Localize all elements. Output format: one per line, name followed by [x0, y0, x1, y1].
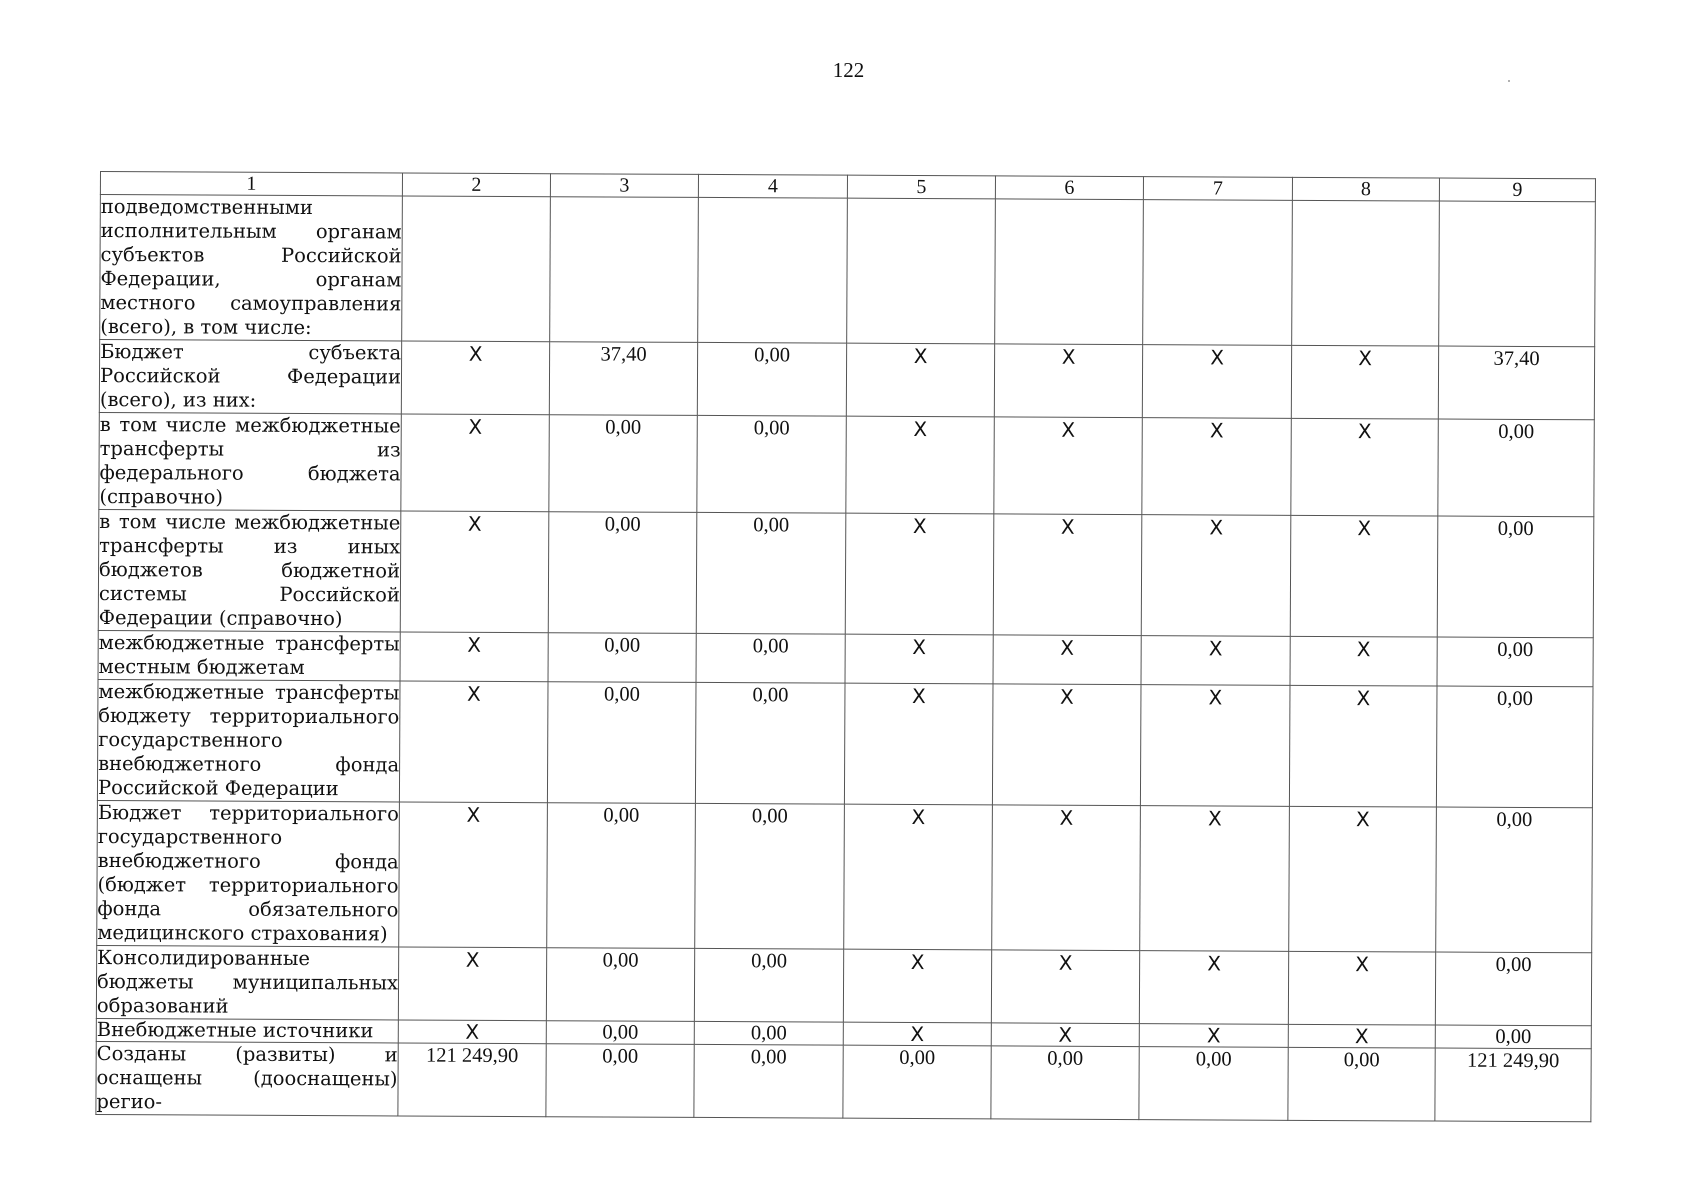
cell-col-7: X [1141, 636, 1290, 686]
cell-col-6: 0,00 [991, 1046, 1139, 1120]
cell-col-9: 0,00 [1435, 952, 1591, 1026]
column-header-4: 4 [698, 174, 847, 198]
row-label: Созданы (развиты) и оснащены (дооснащены) регио- [96, 1041, 398, 1115]
scan-speck [1508, 80, 1510, 82]
table-row [99, 412, 1594, 516]
cell-col-5: X [843, 949, 991, 1023]
cell-col-6: X [991, 1023, 1139, 1047]
cell-col-4 [698, 197, 848, 343]
cell-col-4: 0,00 [694, 1021, 843, 1045]
cell-col-4: 0,00 [697, 342, 846, 416]
row-label: Внебюджетные источники [96, 1018, 398, 1042]
cell-col-6: X [993, 514, 1142, 636]
cell-col-5: 0,00 [843, 1045, 991, 1119]
cell-col-5 [847, 198, 996, 344]
table-row [98, 630, 1593, 686]
cell-col-4: 0,00 [695, 803, 845, 949]
column-header-7: 7 [1143, 177, 1292, 201]
cell-col-6: X [994, 417, 1142, 515]
cell-col-3: 0,00 [549, 415, 697, 513]
table-row [97, 679, 1593, 807]
cell-col-7: X [1142, 418, 1291, 516]
cell-col-5: X [844, 683, 993, 805]
cell-col-5: X [846, 416, 994, 514]
cell-col-4: 0,00 [696, 512, 846, 634]
row-label: в том числе межбюджетные трансферты из федерального бюджета (справочно) [99, 412, 401, 510]
cell-col-3: 0,00 [546, 1021, 694, 1045]
column-header-2: 2 [402, 173, 550, 197]
cell-col-3: 0,00 [548, 633, 696, 683]
cell-col-2: X [399, 802, 548, 948]
cell-col-8 [1292, 200, 1440, 346]
row-label: Бюджет территориального государственного внебюджетного фонда (бюджет территориального фонда обязательного медицинского страхования) [97, 800, 399, 946]
page-number: 122 [832, 58, 865, 82]
row-label: Бюджет субъекта Российской Федерации (всего), из них: [99, 340, 401, 414]
cell-col-5: X [844, 804, 993, 950]
cell-col-7 [1143, 200, 1293, 346]
table-row [97, 800, 1593, 952]
cell-col-7: X [1139, 951, 1288, 1025]
cell-col-4: 0,00 [694, 1044, 843, 1118]
cell-col-2 [402, 196, 551, 342]
column-header-1: 1 [100, 172, 402, 196]
cell-col-7: X [1142, 345, 1291, 419]
cell-col-2: X [401, 341, 549, 415]
cell-col-6: X [992, 684, 1141, 806]
cell-col-3 [550, 197, 699, 343]
column-header-8: 8 [1292, 177, 1439, 201]
cell-col-3: 0,00 [546, 1044, 694, 1118]
cell-col-6: X [994, 344, 1142, 418]
cell-col-7: X [1141, 515, 1291, 637]
cell-col-8: 0,00 [1288, 1047, 1435, 1121]
row-label: подведомственными исполнительным органам субъектов Российской Федерации, органам местного самоуправления (всего), в том числе: [100, 195, 402, 340]
cell-col-4: 0,00 [694, 948, 843, 1022]
cell-col-9 [1439, 201, 1596, 347]
cell-col-5: X [845, 634, 993, 684]
cell-col-2: X [401, 414, 549, 512]
cell-col-7: X [1139, 1024, 1288, 1048]
cell-col-6: X [991, 950, 1139, 1024]
cell-col-2: 121 249,90 [398, 1043, 546, 1117]
cell-col-3: 37,40 [549, 342, 697, 416]
cell-col-9: 0,00 [1437, 637, 1593, 687]
cell-col-5: X [843, 1022, 991, 1046]
cell-col-9: 0,00 [1436, 807, 1593, 953]
cell-col-9: 0,00 [1435, 1025, 1591, 1049]
cell-col-3: 0,00 [547, 682, 696, 804]
cell-col-3: 0,00 [548, 512, 697, 634]
cell-col-6 [995, 199, 1144, 345]
cell-col-9: 0,00 [1438, 419, 1594, 517]
table-row [96, 1041, 1591, 1121]
cell-col-6: X [992, 805, 1141, 951]
cell-col-9: 0,00 [1436, 686, 1593, 808]
cell-col-2: X [398, 947, 546, 1021]
cell-col-4: 0,00 [697, 415, 846, 513]
cell-col-2: X [399, 681, 548, 803]
row-label: межбюджетные трансферты местным бюджетам [98, 630, 400, 680]
cell-col-3: 0,00 [547, 803, 696, 949]
table-row [100, 195, 1596, 347]
cell-col-8: X [1291, 345, 1438, 419]
cell-col-4: 0,00 [695, 682, 845, 804]
cell-col-8: X [1288, 1024, 1435, 1048]
column-header-3: 3 [550, 174, 698, 198]
column-header-5: 5 [847, 175, 995, 199]
cell-col-8: X [1289, 685, 1437, 807]
cell-col-4: 0,00 [696, 633, 845, 683]
cell-col-7: 0,00 [1139, 1047, 1288, 1121]
cell-col-8: X [1290, 636, 1437, 686]
table-row [98, 509, 1594, 637]
cell-col-5: X [846, 343, 994, 417]
cell-col-8: X [1291, 418, 1438, 516]
cell-col-8: X [1290, 515, 1438, 637]
cell-col-8: X [1288, 951, 1435, 1025]
cell-col-2: X [398, 1020, 546, 1044]
row-label: межбюджетные трансферты бюджету территориального государственного внебюджетного фонда Российской Федерации [97, 679, 400, 801]
cell-col-2: X [400, 632, 548, 682]
cell-col-7: X [1140, 685, 1290, 807]
cell-col-9: 37,40 [1438, 346, 1594, 420]
cell-col-9: 0,00 [1437, 516, 1594, 638]
cell-col-9: 121 249,90 [1435, 1048, 1591, 1122]
column-header-6: 6 [995, 176, 1143, 200]
cell-col-3: 0,00 [546, 948, 694, 1022]
cell-col-2: X [400, 511, 549, 633]
table-row [99, 340, 1594, 420]
row-label: Консолидированные бюджеты муниципальных образований [96, 945, 398, 1019]
table-body [96, 195, 1595, 1122]
table-row [96, 945, 1591, 1025]
cell-col-5: X [845, 513, 994, 635]
row-label: в том числе межбюджетные трансферты из иных бюджетов бюджетной системы Российской Федерации (справочно) [98, 510, 401, 631]
column-header-9: 9 [1439, 178, 1595, 202]
cell-col-8: X [1289, 806, 1437, 952]
cell-col-7: X [1140, 806, 1290, 952]
budget-table [95, 171, 1596, 1122]
cell-col-6: X [993, 635, 1141, 685]
